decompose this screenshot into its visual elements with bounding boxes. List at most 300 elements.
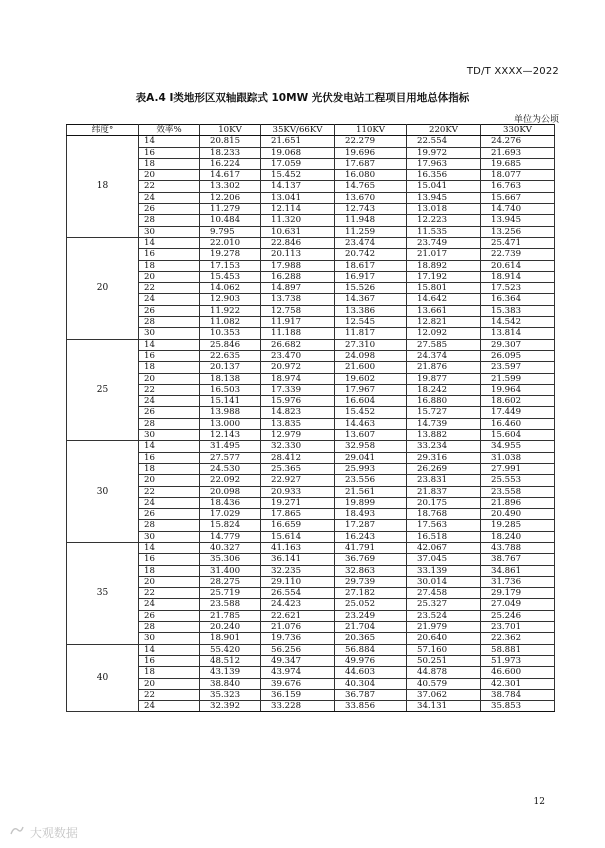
value-cell: 16.224 [200, 158, 261, 169]
page-number: 12 [533, 797, 545, 807]
efficiency-cell: 24 [139, 192, 200, 203]
value-cell: 13.814 [481, 328, 555, 339]
table-row [67, 622, 555, 633]
value-cell: 15.801 [407, 283, 481, 294]
value-cell: 27.991 [481, 463, 555, 474]
value-cell: 13.041 [261, 192, 335, 203]
efficiency-cell: 28 [139, 520, 200, 531]
value-cell: 19.285 [481, 520, 555, 531]
value-cell: 18.602 [481, 396, 555, 407]
value-cell: 16.604 [335, 396, 407, 407]
table-row [67, 204, 555, 215]
value-cell: 58.881 [481, 644, 555, 655]
value-cell: 17.988 [261, 260, 335, 271]
table-row [67, 305, 555, 316]
value-cell: 22.010 [200, 237, 261, 248]
value-cell: 20.490 [481, 509, 555, 520]
value-cell: 19.602 [335, 373, 407, 384]
value-cell: 21.837 [407, 486, 481, 497]
value-cell: 35.853 [481, 701, 555, 712]
value-cell: 10.631 [261, 226, 335, 237]
value-cell: 23.556 [335, 475, 407, 486]
column-header-latitude: 纬度° [67, 125, 139, 136]
header-row [67, 125, 555, 136]
value-cell: 27.585 [407, 339, 481, 350]
table-row [67, 226, 555, 237]
value-cell: 18.138 [200, 373, 261, 384]
table-row [67, 136, 555, 147]
value-cell: 23.474 [335, 237, 407, 248]
value-cell: 18.077 [481, 170, 555, 181]
efficiency-cell: 16 [139, 554, 200, 565]
value-cell: 23.588 [200, 599, 261, 610]
table-row [67, 215, 555, 226]
value-cell: 12.092 [407, 328, 481, 339]
value-cell: 23.831 [407, 475, 481, 486]
value-cell: 19.877 [407, 373, 481, 384]
table-row [67, 362, 555, 373]
value-cell: 23.249 [335, 610, 407, 621]
value-cell: 18.436 [200, 497, 261, 508]
efficiency-cell: 22 [139, 283, 200, 294]
value-cell: 19.736 [261, 633, 335, 644]
value-cell: 32.863 [335, 565, 407, 576]
value-cell: 39.676 [261, 678, 335, 689]
value-cell: 19.685 [481, 158, 555, 169]
efficiency-cell: 14 [139, 441, 200, 452]
land-use-table [66, 124, 555, 712]
efficiency-cell: 28 [139, 317, 200, 328]
table-row [67, 430, 555, 441]
value-cell: 22.846 [261, 237, 335, 248]
value-cell: 18.233 [200, 147, 261, 158]
value-cell: 24.374 [407, 350, 481, 361]
value-cell: 18.768 [407, 509, 481, 520]
value-cell: 32.958 [335, 441, 407, 452]
value-cell: 18.914 [481, 271, 555, 282]
latitude-cell: 25 [67, 339, 139, 441]
value-cell: 11.948 [335, 215, 407, 226]
value-cell: 17.287 [335, 520, 407, 531]
efficiency-cell: 16 [139, 249, 200, 260]
value-cell: 14.463 [335, 418, 407, 429]
value-cell: 56.256 [261, 644, 335, 655]
efficiency-cell: 18 [139, 565, 200, 576]
value-cell: 21.979 [407, 622, 481, 633]
value-cell: 15.824 [200, 520, 261, 531]
table-row [67, 158, 555, 169]
table-row [67, 565, 555, 576]
table-title: 表A.4 Ⅰ类地形区双轴跟踪式 10MW 光伏发电站工程项目用地总体指标 [135, 92, 470, 104]
table-header [67, 125, 555, 136]
value-cell: 21.785 [200, 610, 261, 621]
value-cell: 27.182 [335, 588, 407, 599]
value-cell: 20.614 [481, 260, 555, 271]
value-cell: 44.878 [407, 667, 481, 678]
table-row [67, 339, 555, 350]
value-cell: 33.856 [335, 701, 407, 712]
latitude-cell: 18 [67, 136, 139, 238]
value-cell: 15.452 [335, 407, 407, 418]
value-cell: 14.740 [481, 204, 555, 215]
value-cell: 14.739 [407, 418, 481, 429]
efficiency-cell: 14 [139, 237, 200, 248]
value-cell: 10.484 [200, 215, 261, 226]
value-cell: 16.080 [335, 170, 407, 181]
column-header-330kv: 330KV [481, 125, 555, 136]
efficiency-cell: 14 [139, 136, 200, 147]
value-cell: 17.339 [261, 384, 335, 395]
latitude-cell: 20 [67, 237, 139, 339]
value-cell: 14.823 [261, 407, 335, 418]
value-cell: 23.470 [261, 350, 335, 361]
value-cell: 27.310 [335, 339, 407, 350]
value-cell: 18.901 [200, 633, 261, 644]
value-cell: 14.765 [335, 181, 407, 192]
column-header-10kv: 10KV [200, 125, 261, 136]
value-cell: 11.817 [335, 328, 407, 339]
value-cell: 16.917 [335, 271, 407, 282]
column-header-220kv: 220KV [407, 125, 481, 136]
value-cell: 35.323 [200, 689, 261, 700]
value-cell: 11.279 [200, 204, 261, 215]
value-cell: 19.271 [261, 497, 335, 508]
efficiency-cell: 20 [139, 475, 200, 486]
efficiency-cell: 30 [139, 531, 200, 542]
value-cell: 15.667 [481, 192, 555, 203]
value-cell: 20.815 [200, 136, 261, 147]
value-cell: 18.892 [407, 260, 481, 271]
value-cell: 34.131 [407, 701, 481, 712]
value-cell: 16.880 [407, 396, 481, 407]
value-cell: 27.577 [200, 452, 261, 463]
value-cell: 22.635 [200, 350, 261, 361]
value-cell: 43.974 [261, 667, 335, 678]
efficiency-cell: 14 [139, 542, 200, 553]
value-cell: 20.098 [200, 486, 261, 497]
value-cell: 13.607 [335, 430, 407, 441]
value-cell: 15.614 [261, 531, 335, 542]
value-cell: 28.275 [200, 576, 261, 587]
efficiency-cell: 26 [139, 509, 200, 520]
value-cell: 21.017 [407, 249, 481, 260]
value-cell: 37.045 [407, 554, 481, 565]
unit-note: 单位为公顷 [513, 115, 559, 125]
value-cell: 29.179 [481, 588, 555, 599]
value-cell: 26.269 [407, 463, 481, 474]
value-cell: 25.365 [261, 463, 335, 474]
value-cell: 14.617 [200, 170, 261, 181]
value-cell: 40.327 [200, 542, 261, 553]
efficiency-cell: 26 [139, 204, 200, 215]
efficiency-cell: 18 [139, 463, 200, 474]
value-cell: 12.223 [407, 215, 481, 226]
value-cell: 14.642 [407, 294, 481, 305]
efficiency-cell: 18 [139, 260, 200, 271]
value-cell: 14.779 [200, 531, 261, 542]
value-cell: 20.365 [335, 633, 407, 644]
table-row [67, 588, 555, 599]
table-row [67, 237, 555, 248]
value-cell: 49.976 [335, 655, 407, 666]
value-cell: 11.259 [335, 226, 407, 237]
value-cell: 43.139 [200, 667, 261, 678]
efficiency-cell: 26 [139, 407, 200, 418]
value-cell: 13.670 [335, 192, 407, 203]
efficiency-cell: 14 [139, 644, 200, 655]
efficiency-cell: 16 [139, 147, 200, 158]
value-cell: 13.018 [407, 204, 481, 215]
value-cell: 29.316 [407, 452, 481, 463]
value-cell: 22.362 [481, 633, 555, 644]
efficiency-cell: 16 [139, 350, 200, 361]
table-row [67, 497, 555, 508]
column-header-efficiency: 效率% [139, 125, 200, 136]
efficiency-cell: 28 [139, 215, 200, 226]
table-row [67, 542, 555, 553]
value-cell: 16.243 [335, 531, 407, 542]
value-cell: 22.554 [407, 136, 481, 147]
value-cell: 20.640 [407, 633, 481, 644]
value-cell: 29.739 [335, 576, 407, 587]
value-cell: 12.821 [407, 317, 481, 328]
value-cell: 23.558 [481, 486, 555, 497]
value-cell: 27.458 [407, 588, 481, 599]
value-cell: 13.302 [200, 181, 261, 192]
value-cell: 36.141 [261, 554, 335, 565]
efficiency-cell: 22 [139, 486, 200, 497]
table-row [67, 486, 555, 497]
value-cell: 20.742 [335, 249, 407, 260]
value-cell: 33.228 [261, 701, 335, 712]
value-cell: 11.917 [261, 317, 335, 328]
value-cell: 12.206 [200, 192, 261, 203]
latitude-cell: 35 [67, 542, 139, 644]
value-cell: 38.840 [200, 678, 261, 689]
value-cell: 50.251 [407, 655, 481, 666]
table-row [67, 192, 555, 203]
value-cell: 13.945 [407, 192, 481, 203]
efficiency-cell: 22 [139, 384, 200, 395]
efficiency-cell: 24 [139, 599, 200, 610]
table-row [67, 509, 555, 520]
value-cell: 16.288 [261, 271, 335, 282]
logo-icon [10, 825, 24, 840]
efficiency-cell: 26 [139, 305, 200, 316]
value-cell: 12.545 [335, 317, 407, 328]
value-cell: 15.383 [481, 305, 555, 316]
value-cell: 37.062 [407, 689, 481, 700]
value-cell: 31.736 [481, 576, 555, 587]
table-row [67, 599, 555, 610]
value-cell: 20.933 [261, 486, 335, 497]
value-cell: 21.561 [335, 486, 407, 497]
value-cell: 48.512 [200, 655, 261, 666]
value-cell: 9.795 [200, 226, 261, 237]
value-cell: 17.563 [407, 520, 481, 531]
table-row [67, 452, 555, 463]
value-cell: 16.763 [481, 181, 555, 192]
value-cell: 42.067 [407, 542, 481, 553]
value-cell: 23.597 [481, 362, 555, 373]
value-cell: 17.523 [481, 283, 555, 294]
document-code: TD/T XXXX—2022 [466, 66, 559, 77]
efficiency-cell: 28 [139, 622, 200, 633]
value-cell: 24.098 [335, 350, 407, 361]
value-cell: 21.693 [481, 147, 555, 158]
column-header-35kv-66kv: 35KV/66KV [261, 125, 335, 136]
efficiency-cell: 24 [139, 396, 200, 407]
value-cell: 14.137 [261, 181, 335, 192]
efficiency-cell: 20 [139, 170, 200, 181]
value-cell: 12.743 [335, 204, 407, 215]
value-cell: 13.000 [200, 418, 261, 429]
value-cell: 15.452 [261, 170, 335, 181]
value-cell: 11.320 [261, 215, 335, 226]
value-cell: 17.865 [261, 509, 335, 520]
value-cell: 14.062 [200, 283, 261, 294]
table-row [67, 520, 555, 531]
value-cell: 15.727 [407, 407, 481, 418]
value-cell: 25.553 [481, 475, 555, 486]
value-cell: 40.304 [335, 678, 407, 689]
table-row [67, 701, 555, 712]
table-row [67, 689, 555, 700]
value-cell: 33.234 [407, 441, 481, 452]
value-cell: 17.059 [261, 158, 335, 169]
latitude-cell: 40 [67, 644, 139, 712]
efficiency-cell: 20 [139, 678, 200, 689]
table-row [67, 350, 555, 361]
value-cell: 21.076 [261, 622, 335, 633]
efficiency-cell: 28 [139, 418, 200, 429]
table-row [67, 475, 555, 486]
value-cell: 21.651 [261, 136, 335, 147]
value-cell: 32.235 [261, 565, 335, 576]
value-cell: 19.964 [481, 384, 555, 395]
value-cell: 22.739 [481, 249, 555, 260]
efficiency-cell: 16 [139, 452, 200, 463]
value-cell: 16.460 [481, 418, 555, 429]
value-cell: 13.738 [261, 294, 335, 305]
value-cell: 17.687 [335, 158, 407, 169]
efficiency-cell: 20 [139, 373, 200, 384]
value-cell: 12.114 [261, 204, 335, 215]
efficiency-cell: 24 [139, 294, 200, 305]
value-cell: 40.579 [407, 678, 481, 689]
table-row [67, 294, 555, 305]
value-cell: 15.604 [481, 430, 555, 441]
value-cell: 11.188 [261, 328, 335, 339]
value-cell: 36.769 [335, 554, 407, 565]
value-cell: 18.242 [407, 384, 481, 395]
value-cell: 25.719 [200, 588, 261, 599]
efficiency-cell: 18 [139, 362, 200, 373]
table-row [67, 531, 555, 542]
value-cell: 12.903 [200, 294, 261, 305]
value-cell: 29.041 [335, 452, 407, 463]
value-cell: 26.682 [261, 339, 335, 350]
value-cell: 46.600 [481, 667, 555, 678]
value-cell: 25.327 [407, 599, 481, 610]
value-cell: 31.038 [481, 452, 555, 463]
value-cell: 20.972 [261, 362, 335, 373]
value-cell: 23.749 [407, 237, 481, 248]
table-row [67, 260, 555, 271]
value-cell: 22.927 [261, 475, 335, 486]
table-row [67, 181, 555, 192]
efficiency-cell: 22 [139, 689, 200, 700]
value-cell: 25.246 [481, 610, 555, 621]
value-cell: 29.307 [481, 339, 555, 350]
value-cell: 15.453 [200, 271, 261, 282]
value-cell: 31.400 [200, 565, 261, 576]
value-cell: 10.353 [200, 328, 261, 339]
table-row [67, 441, 555, 452]
value-cell: 34.861 [481, 565, 555, 576]
value-cell: 25.846 [200, 339, 261, 350]
value-cell: 21.704 [335, 622, 407, 633]
value-cell: 15.141 [200, 396, 261, 407]
value-cell: 36.787 [335, 689, 407, 700]
value-cell: 19.899 [335, 497, 407, 508]
value-cell: 23.701 [481, 622, 555, 633]
value-cell: 19.278 [200, 249, 261, 260]
value-cell: 17.449 [481, 407, 555, 418]
value-cell: 17.963 [407, 158, 481, 169]
value-cell: 11.922 [200, 305, 261, 316]
value-cell: 31.495 [200, 441, 261, 452]
efficiency-cell: 26 [139, 610, 200, 621]
value-cell: 22.092 [200, 475, 261, 486]
value-cell: 41.791 [335, 542, 407, 553]
value-cell: 14.897 [261, 283, 335, 294]
table-row [67, 610, 555, 621]
value-cell: 14.367 [335, 294, 407, 305]
value-cell: 16.659 [261, 520, 335, 531]
efficiency-cell: 16 [139, 655, 200, 666]
table-row [67, 407, 555, 418]
value-cell: 30.014 [407, 576, 481, 587]
value-cell: 16.364 [481, 294, 555, 305]
value-cell: 17.029 [200, 509, 261, 520]
value-cell: 11.535 [407, 226, 481, 237]
latitude-cell: 30 [67, 441, 139, 543]
table-row [67, 283, 555, 294]
value-cell: 13.945 [481, 215, 555, 226]
value-cell: 41.163 [261, 542, 335, 553]
value-cell: 19.696 [335, 147, 407, 158]
value-cell: 20.175 [407, 497, 481, 508]
table-row [67, 576, 555, 587]
value-cell: 19.972 [407, 147, 481, 158]
value-cell: 32.330 [261, 441, 335, 452]
table-row [67, 463, 555, 474]
value-cell: 26.554 [261, 588, 335, 599]
value-cell: 33.139 [407, 565, 481, 576]
value-cell: 38.767 [481, 554, 555, 565]
table-row [67, 644, 555, 655]
value-cell: 16.518 [407, 531, 481, 542]
value-cell: 15.976 [261, 396, 335, 407]
table-row [67, 317, 555, 328]
value-cell: 29.110 [261, 576, 335, 587]
efficiency-cell: 20 [139, 271, 200, 282]
value-cell: 19.068 [261, 147, 335, 158]
value-cell: 38.784 [481, 689, 555, 700]
value-cell: 20.113 [261, 249, 335, 260]
value-cell: 12.758 [261, 305, 335, 316]
